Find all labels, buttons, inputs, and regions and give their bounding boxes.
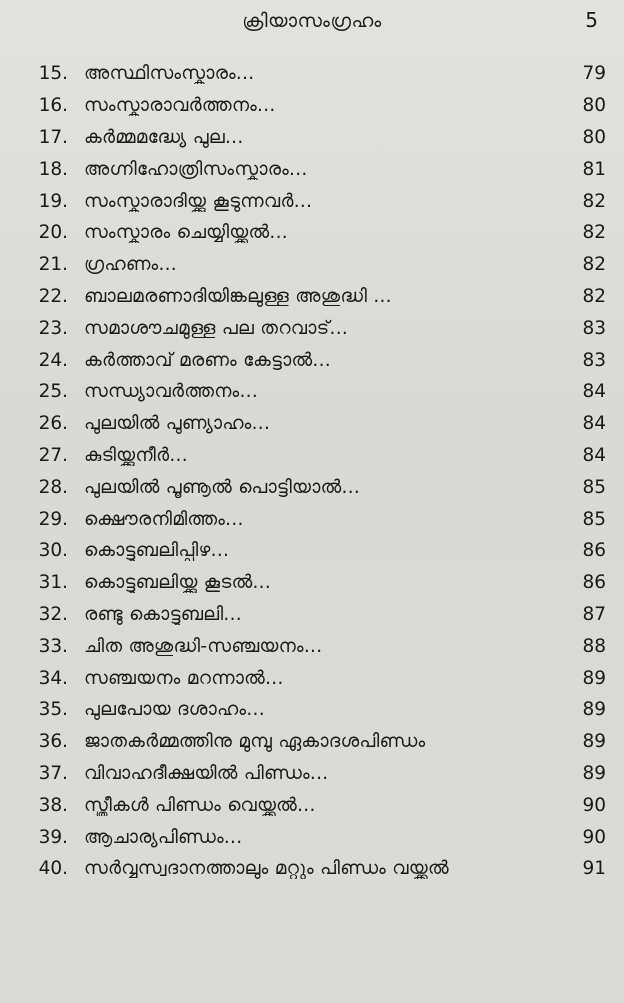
entry-title: സർവ്വസ്വദാനത്താലും മറ്റും പിണ്ഡം വയ്ക്കൽ <box>84 858 449 880</box>
entry-title: പുലയിൽ പുണ്യാഹം... <box>84 413 271 435</box>
entry-number: 35. <box>38 699 68 721</box>
toc-entry <box>18 376 610 408</box>
entry-number: 29. <box>38 508 68 530</box>
entry-number: 24. <box>38 349 68 371</box>
toc-entry <box>18 758 610 790</box>
entry-page-number: 85 <box>582 508 606 530</box>
entry-title: രണ്ടു കൊട്ടുബലി... <box>84 603 242 625</box>
entry-title: ഗ്രഹണം... <box>84 254 177 276</box>
entry-number: 23. <box>38 317 68 339</box>
entry-number: 19. <box>38 190 68 212</box>
entry-title: കൊട്ടുബലിയ്ക്കു കൂടൽ... <box>84 572 272 594</box>
toc-entry <box>18 726 610 758</box>
entry-title: സന്ധ്യാവർത്തനം... <box>84 381 259 403</box>
toc-entry <box>18 853 610 885</box>
entry-number: 25. <box>38 381 68 403</box>
entry-page-number: 82 <box>582 222 606 244</box>
entry-title: സംസ്കാരം ചെയ്യിയ്ക്കൽ... <box>84 222 288 244</box>
toc-entry <box>18 599 610 631</box>
entry-title: കർമ്മമദ്ധ്യേ പുല... <box>84 126 244 148</box>
table-of-contents <box>18 58 610 885</box>
toc-entry <box>18 281 610 313</box>
entry-page-number: 84 <box>582 444 606 466</box>
toc-entry <box>18 471 610 503</box>
entry-title: ബാലമരണാദിയിങ്കലുള്ള അശുദ്ധി ... <box>84 285 392 307</box>
toc-entry <box>18 185 610 217</box>
entry-title: പുലപോയ ദശാഹം... <box>84 699 265 721</box>
entry-title: അസ്ഥിസംസ്കാരം... <box>84 63 255 85</box>
toc-entry <box>18 662 610 694</box>
toc-entry <box>18 567 610 599</box>
entry-number: 17. <box>38 126 68 148</box>
entry-number: 34. <box>38 667 68 689</box>
entry-number: 28. <box>38 476 68 498</box>
entry-number: 20. <box>38 222 68 244</box>
entry-number: 33. <box>38 635 68 657</box>
entry-page-number: 82 <box>582 285 606 307</box>
page-number: 5 <box>585 8 598 32</box>
toc-entry <box>18 821 610 853</box>
toc-entry <box>18 122 610 154</box>
entry-title: കർത്താവ് മരണം കേട്ടാൽ... <box>84 349 331 371</box>
entry-number: 40. <box>38 858 68 880</box>
entry-page-number: 85 <box>582 476 606 498</box>
entry-page-number: 84 <box>582 381 606 403</box>
entry-page-number: 79 <box>582 63 606 85</box>
entry-title: സമാശൗചമുള്ള പല തറവാട്... <box>84 317 349 339</box>
entry-number: 26. <box>38 413 68 435</box>
entry-page-number: 91 <box>582 858 606 880</box>
entry-page-number: 89 <box>582 731 606 753</box>
entry-title: പുലയിൽ പൂണൂൽ പൊട്ടിയാൽ... <box>84 476 361 498</box>
entry-title: ക്ഷൌരനിമിത്തം... <box>84 508 244 530</box>
entry-title: ജാതകർമ്മത്തിനു മുമ്പു ഏകാദശപിണ്ഡം <box>84 731 426 753</box>
entry-page-number: 84 <box>582 413 606 435</box>
entry-page-number: 90 <box>582 794 606 816</box>
entry-page-number: 88 <box>582 635 606 657</box>
entry-page-number: 81 <box>582 158 606 180</box>
toc-entry <box>18 58 610 90</box>
entry-number: 31. <box>38 572 68 594</box>
entry-number: 15. <box>38 63 68 85</box>
toc-entry <box>18 503 610 535</box>
entry-page-number: 86 <box>582 572 606 594</box>
entry-number: 38. <box>38 794 68 816</box>
entry-page-number: 83 <box>582 349 606 371</box>
toc-entry <box>18 789 610 821</box>
toc-entry <box>18 408 610 440</box>
entry-title: ചിത അശുദ്ധി-സഞ്ചയനം... <box>84 635 323 657</box>
running-title: ക്രിയാസംഗ്രഹം <box>242 10 382 32</box>
entry-page-number: 90 <box>582 826 606 848</box>
entry-page-number: 83 <box>582 317 606 339</box>
toc-entry <box>18 694 610 726</box>
entry-number: 39. <box>38 826 68 848</box>
entry-number: 36. <box>38 731 68 753</box>
entry-page-number: 82 <box>582 190 606 212</box>
entry-number: 18. <box>38 158 68 180</box>
toc-entry <box>18 440 610 472</box>
entry-title: കുടിയ്ക്കുനീർ... <box>84 444 188 466</box>
page-header <box>0 6 624 36</box>
entry-page-number: 86 <box>582 540 606 562</box>
entry-number: 16. <box>38 95 68 117</box>
entry-title: സ്ത്രീകൾ പിണ്ഡം വെയ്ക്കൽ... <box>84 794 316 816</box>
entry-title: സഞ്ചയനം മറന്നാൽ... <box>84 667 284 689</box>
entry-number: 22. <box>38 285 68 307</box>
toc-entry <box>18 535 610 567</box>
entry-title: അഗ്നിഹോത്രിസംസ്കാരം... <box>84 158 308 180</box>
entry-page-number: 80 <box>582 95 606 117</box>
entry-number: 37. <box>38 762 68 784</box>
entry-number: 21. <box>38 254 68 276</box>
toc-entry <box>18 90 610 122</box>
entry-page-number: 80 <box>582 126 606 148</box>
entry-page-number: 89 <box>582 667 606 689</box>
entry-page-number: 89 <box>582 699 606 721</box>
entry-number: 32. <box>38 603 68 625</box>
entry-page-number: 82 <box>582 254 606 276</box>
entry-page-number: 87 <box>582 603 606 625</box>
entry-title: ആചാര്യപിണ്ഡം... <box>84 826 243 848</box>
entry-title: കൊട്ടുബലിപ്പിഴ... <box>84 540 230 562</box>
entry-page-number: 89 <box>582 762 606 784</box>
toc-entry <box>18 249 610 281</box>
toc-entry <box>18 312 610 344</box>
entry-number: 27. <box>38 444 68 466</box>
entry-title: സംസ്കാരാവർത്തനം... <box>84 95 276 117</box>
entry-number: 30. <box>38 540 68 562</box>
toc-entry <box>18 153 610 185</box>
toc-entry <box>18 217 610 249</box>
toc-entry <box>18 344 610 376</box>
toc-entry <box>18 630 610 662</box>
entry-title: സംസ്കാരാദിയ്ക്കു കൂടുന്നവർ... <box>84 190 313 212</box>
entry-title: വിവാഹദീക്ഷയിൽ പിണ്ഡം... <box>84 762 329 784</box>
